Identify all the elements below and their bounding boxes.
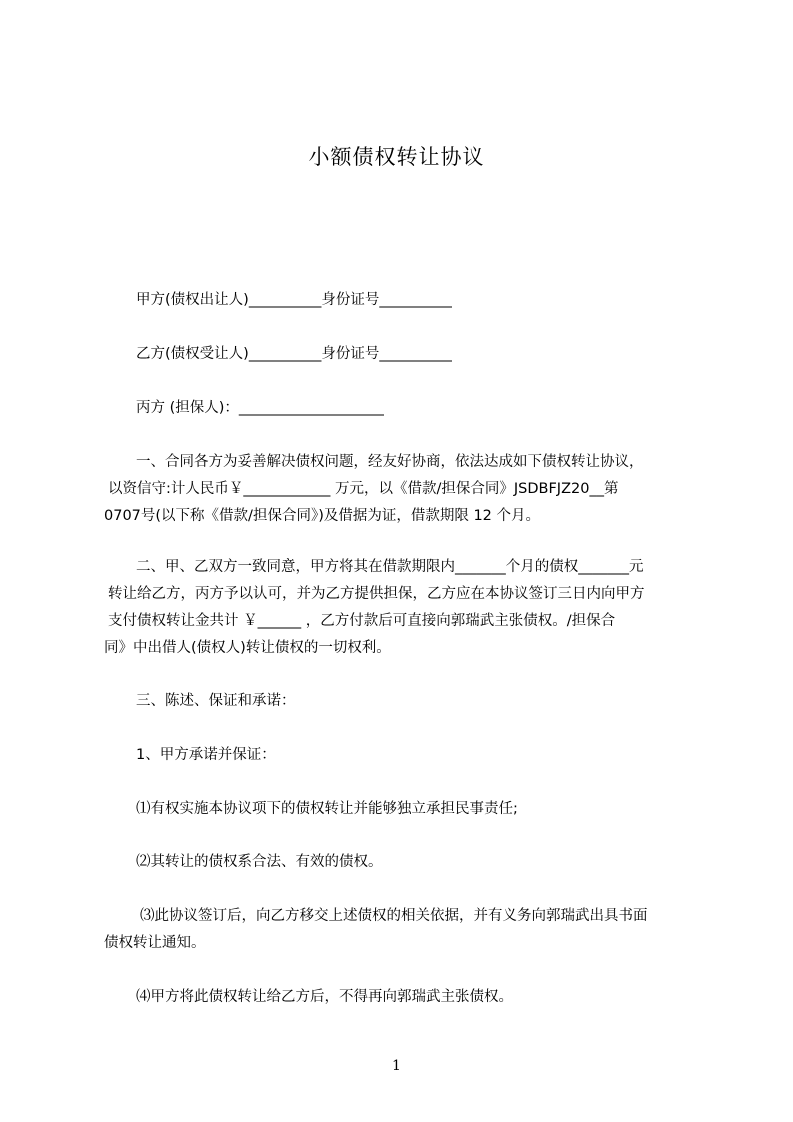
clause2-line1: 二、甲、乙双方一致同意，甲方将其在借款期限内_______个月的债权_______元 <box>136 559 644 575</box>
party-b-line: 乙方(债权受让人)__________身份证号__________ <box>136 346 452 362</box>
clause2-line4: 同》中出借人(债权人)转让债权的一切权利。 <box>104 640 391 656</box>
sub-item-4: ⑷甲方将此债权转让给乙方后，不得再向郭瑞武主张债权。 <box>136 989 513 1005</box>
sub-item-1: ⑴有权实施本协议项下的债权转让并能够独立承担民事责任; <box>136 801 518 817</box>
document-title: 小额债权转让协议 <box>308 145 485 169</box>
page-number: 1 <box>392 1058 401 1074</box>
item1-heading: 1、甲方承诺并保证： <box>136 747 276 763</box>
sub-item-3-line1: ⑶此协议签订后，向乙方移交上述债权的相关依据，并有义务向郭瑞武出具书面 <box>140 908 648 924</box>
clause3-heading: 三、陈述、保证和承诺： <box>136 693 296 709</box>
party-a-line: 甲方(债权出让人)__________身份证号__________ <box>136 292 452 308</box>
clause2-line3: 支付债权转让金共计 ￥______ ，乙方付款后可直接向郭瑞武主张债权。/担保合 <box>108 613 616 629</box>
party-c-line: 丙方 (担保人)：____________________ <box>136 400 384 416</box>
clause1-line3: 0707号(以下称《借款/担保合同》)及借据为证，借款期限 12 个月。 <box>104 508 541 524</box>
clause2-line2: 转让给乙方，丙方予以认可，并为乙方提供担保，乙方应在本协议签订三日内向甲方 <box>108 586 645 602</box>
sub-item-3-line2: 债权转让通知。 <box>104 935 206 951</box>
clause1-line2: 以资信守:计人民币￥____________ 万元，以《借款/担保合同》JSDBFJZ20__第 <box>108 481 619 497</box>
sub-item-2: ⑵其转让的债权系合法、有效的债权。 <box>136 854 383 870</box>
clause1-line1: 一、合同各方为妥善解决债权问题，经友好协商，依法达成如下债权转让协议， <box>136 454 644 470</box>
